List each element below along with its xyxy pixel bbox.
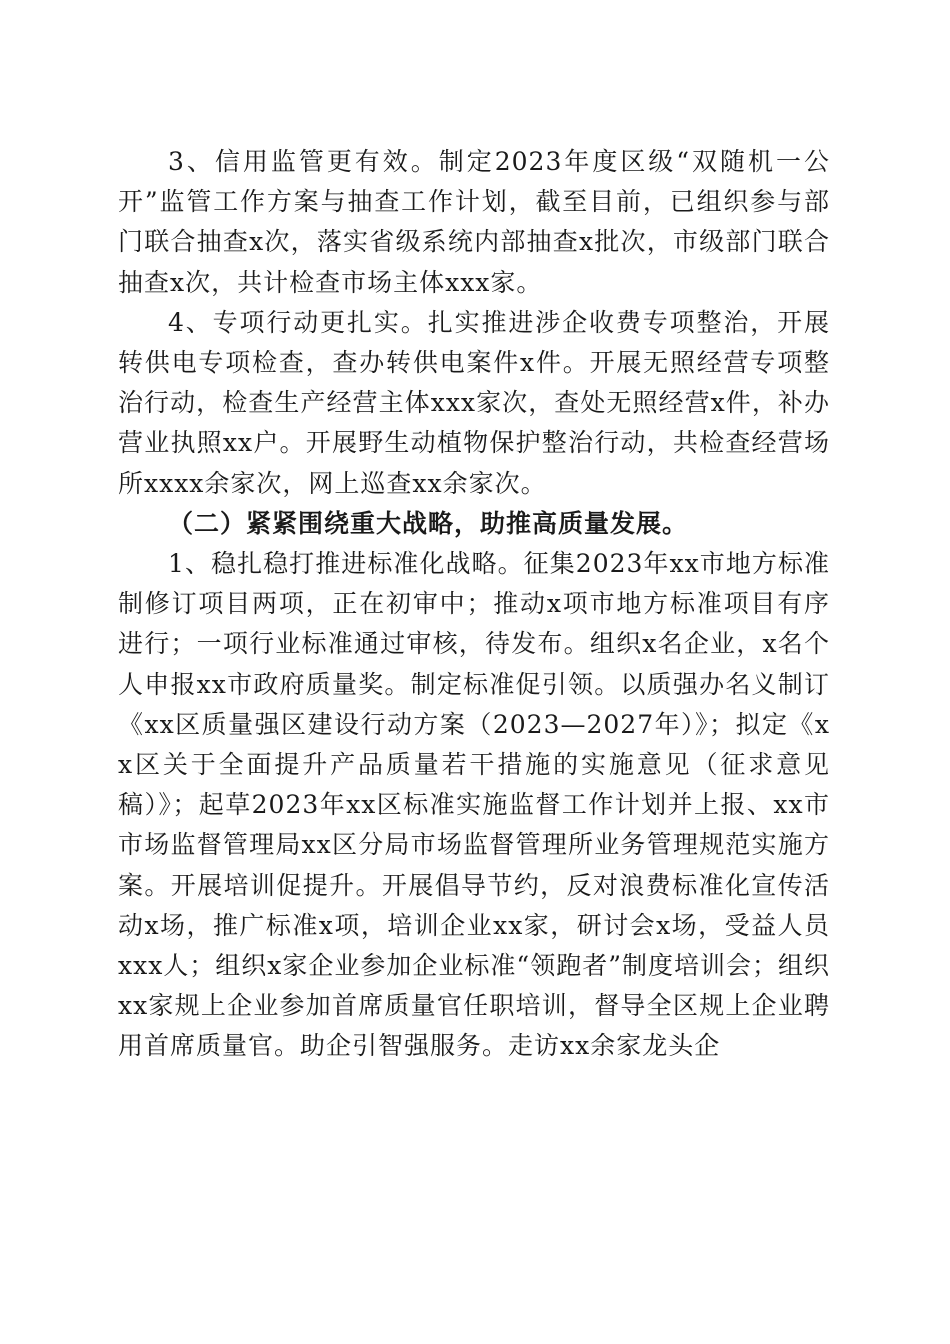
paragraph-credit-supervision: 3、信用监管更有效。制定2023年度区级“双随机一公开”监管工作方案与抽查工作计划，截至目前，已组织参与部门联合抽查x次，落实省级系统内部抽查x批次，市级部门联合抽查x次，共计检查市场主体xxx家。	[118, 147, 830, 297]
paragraph-standardization-strategy: 1、稳扎稳打推进标准化战略。征集2023年xx市地方标准制修订项目两项，正在初审中；推动x项市地方标准项目有序进行；一项行业标准通过审核，待发布。组织x名企业，x名个人申报xx市政府质量奖。制定标准促引领。以质强办名义制订《xx区质量强区建设行动方案（2023—2027年）》；拟定《xx区关于全面提升产品质量若干措施的实施意见（征求意见稿）》；起草2023年xx区标准实施监督工作计划并上报、xx市市场监督管理局xx区分局市场监督管理所业务管理规范实施方案。开展培训促提升。开展倡导节约，反对浪费标准化宣传活动x场，推广标准x项，培训企业xx家，研讨会x场，受益人员xxx人；组织x家企业参加企业标准“领跑者”制度培训会；组织xx家规上企业参加首席质量官任职培训，督导全区规上企业聘用首席质量官。助企引智强服务。走访xx余家龙头企	[118, 549, 830, 1061]
paragraph-special-actions: 4、专项行动更扎实。扎实推进涉企收费专项整治，开展转供电专项检查，查办转供电案件x件。开展无照经营专项整治行动，检查生产经营主体xxx家次，查处无照经营x件，补办营业执照xx户。开展野生动植物保护整治行动，共检查经营场所xxxx余家次，网上巡查xx余家次。	[118, 307, 830, 498]
document-body	[118, 142, 830, 1067]
section-heading-major-strategy: （二）紧紧围绕重大战略，助推高质量发展。	[168, 508, 689, 538]
